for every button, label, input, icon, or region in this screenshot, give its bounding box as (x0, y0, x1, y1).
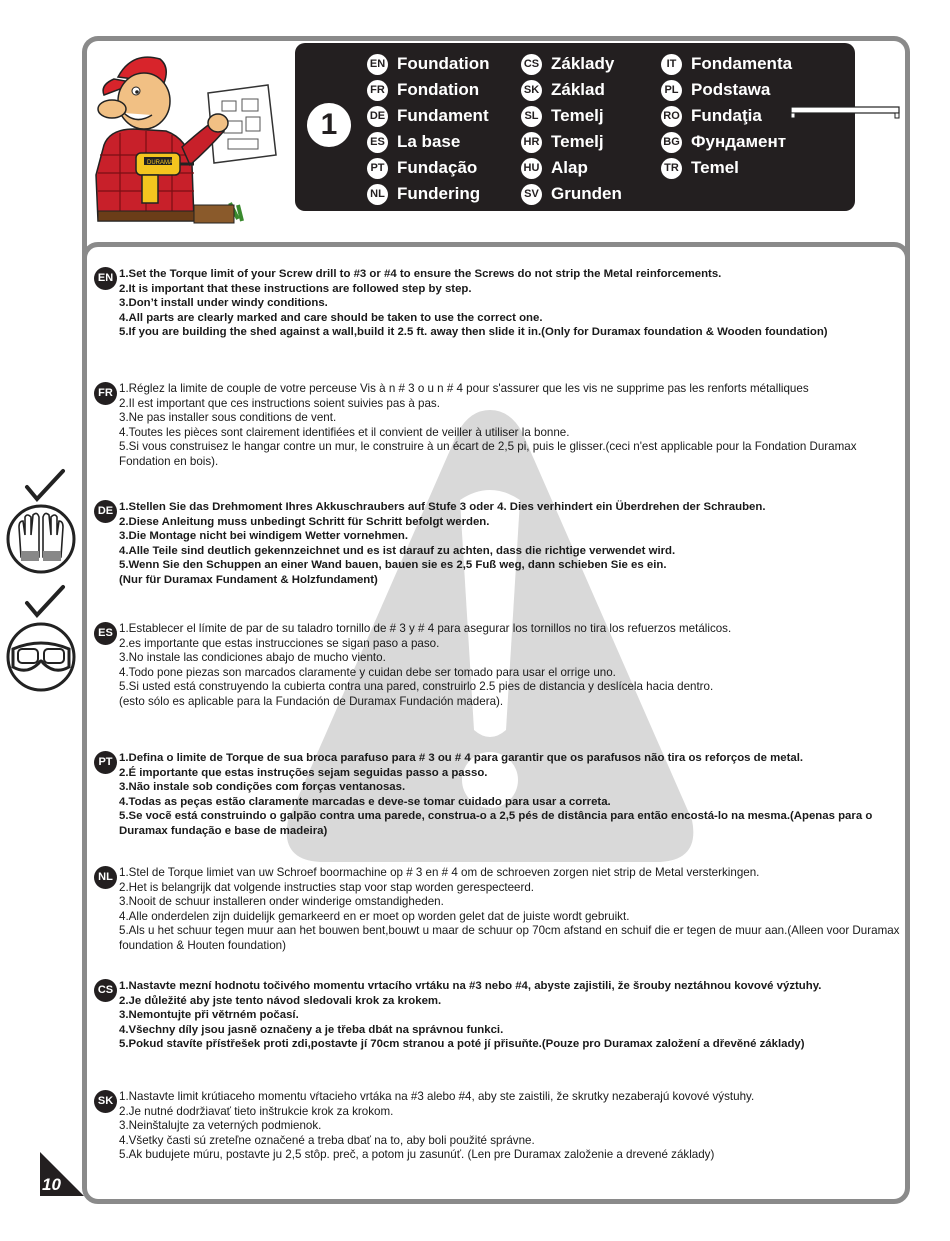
safety-icons (5, 465, 80, 700)
instruction-line: 5.Als u het schuur tegen muur aan het bouwen bent,bouwt u maar de schuur op 70cm afstand en schuif die er tegen de muur aan.(Alleen voor Duramax foundation & Houten foundation) (119, 924, 900, 952)
language-code-badge: PL (661, 80, 682, 101)
language-name: Alap (551, 158, 588, 177)
instruction-line: 1.Stel de Torque limiet van uw Schroef boormachine op # 3 en # 4 om de schroeven zorgen niet strip de Metal versterkingen. (119, 866, 760, 879)
instruction-line: 4.Alle Teile sind deutlich gekennzeichnet und es ist darauf zu achten, dass die richtige verwendet wird. (119, 544, 676, 557)
language-code-badge: FR (94, 382, 117, 405)
instruction-line: 2.Het is belangrijk dat volgende instructies stap voor stap worden gerespecteerd. (119, 880, 535, 894)
language-name: Fundaţia (691, 106, 762, 125)
language-code-badge: HU (521, 158, 542, 179)
language-column-3 (661, 51, 792, 181)
language-code-badge: SL (521, 106, 542, 127)
language-row (367, 129, 490, 155)
instruction-line: 3.Die Montage nicht bei windigem Wetter vornehmen. (119, 530, 409, 543)
language-row (367, 77, 490, 103)
instruction-line: (Nur für Duramax Fundament & Holzfundament) (119, 573, 378, 586)
language-row (367, 51, 490, 77)
step-number: 1 (307, 103, 351, 147)
instruction-line: 3.Não instale sob condições com forças ventanosas. (119, 781, 406, 794)
instructions-en (94, 267, 900, 340)
instruction-line: 4.Todo pone piezas son marcados claramente y cuidan debe ser tomado para usar el orrige uno. (119, 665, 616, 679)
language-code-badge: NL (367, 184, 388, 205)
instruction-line: 3.Nooit de schuur installeren onder winderige omstandigheden. (119, 895, 444, 909)
instruction-line: 2.Diese Anleitung muss unbedingt Schritt für Schritt befolgt werden. (119, 515, 490, 528)
language-name: Fondation (397, 80, 480, 99)
instruction-line: 3.Nemontujte při větrném počasí. (119, 1009, 299, 1022)
drill-brand-label: DURAMAX (147, 160, 178, 166)
language-code-badge: EN (367, 54, 388, 75)
language-code-badge: FR (367, 80, 388, 101)
language-code-badge: IT (661, 54, 682, 75)
language-code-badge: EN (94, 267, 117, 290)
instruction-line: 4.Všechny díly jsou jasně označeny a je třeba dbát na správnou funkci. (119, 1023, 504, 1036)
instruction-line: 1.Réglez la limite de couple de votre perceuse Vis à n # 3 o u n # 4 pour s'assurer que les vis ne supprime pas les renforts métalliques (119, 382, 809, 395)
instructions-cs (94, 979, 900, 1052)
language-row (661, 155, 792, 181)
instructions-pt (94, 751, 900, 839)
instruction-line: 2.es importante que estas instrucciones se sigan paso a paso. (119, 636, 440, 650)
instruction-line: 4.Todas as peças estão claramente marcadas e deve-se tomar cuidado para usar a correta. (119, 795, 611, 808)
language-name: Fundament (397, 106, 489, 125)
gloves-icon (8, 506, 74, 572)
instruction-line: 5.If you are building the shed against a wall,build it 2.5 ft. away then slide it in.(Only for Duramax foundation & Wooden foundation) (119, 326, 828, 339)
instruction-line: 5.Ak budujete múru, postavte ju 2,5 stôp. preč, a potom ju zasunúť. (Len pre Duramax založenie a drevené základy) (119, 1148, 715, 1162)
language-code-badge: RO (661, 106, 682, 127)
language-row (521, 155, 622, 181)
instruction-line: 5.Wenn Sie den Schuppen an einer Wand bauen, bauen sie es 2,5 Fuß weg, dann schieben Sie es ein. (119, 559, 667, 572)
instruction-line: 1.Nastavte limit krútiaceho momentu vŕtacieho vrtáka na #3 alebo #4, aby ste zaistili, že skrutky nezaberajú kovové výstuhy. (119, 1090, 755, 1103)
language-row (661, 129, 792, 155)
instructions-nl (94, 866, 900, 954)
language-column-2 (521, 51, 622, 207)
language-name: Foundation (397, 54, 490, 73)
language-code-badge: DE (94, 500, 117, 523)
checkmark-icon (27, 587, 63, 615)
instruction-line: 4.All parts are clearly marked and care should be taken to use the correct one. (119, 311, 543, 324)
language-row (521, 103, 622, 129)
language-code-badge: SK (521, 80, 542, 101)
language-name: Temel (691, 158, 739, 177)
language-code-badge: HR (521, 132, 542, 153)
language-code-badge: ES (94, 622, 117, 645)
language-row (521, 51, 622, 77)
language-code-badge: SK (94, 1090, 117, 1113)
language-name: Základ (551, 80, 605, 99)
language-code-badge: TR (661, 158, 682, 179)
language-code-badge: DE (367, 106, 388, 127)
language-name: Fundação (397, 158, 478, 177)
instruction-line: 5.Si usted está construyendo la cubierta contra una pared, construirlo 2.5 pies de distancia y deslícela hacia dentro. (119, 680, 714, 694)
metal-strip-icon (790, 105, 900, 119)
language-name: Podstawa (691, 80, 771, 99)
instructions-es (94, 622, 900, 710)
language-row (521, 181, 622, 207)
instruction-line: 2.Je nutné dodržiavať tieto inštrukcie krok za krokom. (119, 1104, 394, 1118)
safety-goggles-icon (8, 624, 74, 690)
language-name: Grunden (551, 184, 622, 203)
instruction-line: 2.Il est important que ces instructions soient suivies pas à pas. (119, 396, 440, 410)
instruction-line: 5.Si vous construisez le hangar contre un mur, le construire à un écart de 2,5 pi, puis le glisser.(ceci n'est applicable pour la Fondation Duramax Fondation en bois). (119, 440, 857, 468)
language-code-badge: SV (521, 184, 542, 205)
instructions-fr (94, 382, 900, 470)
instruction-line: 3.Ne pas installer sous conditions de vent. (119, 411, 337, 425)
language-code-badge: CS (94, 979, 117, 1002)
instruction-line: 3.Don’t install under windy conditions. (119, 297, 328, 310)
instruction-line: 4.Toutes les pièces sont clairement identifiées et il convient de veiller à utiliser la bonne. (119, 425, 570, 439)
language-code-badge: PT (94, 751, 117, 774)
language-name: Fondamenta (691, 54, 793, 73)
language-name: Fundering (397, 184, 481, 203)
instruction-line: 1.Stellen Sie das Drehmoment Ihres Akkuschraubers auf Stufe 3 oder 4. Dies verhindert ein Überdrehen der Schrauben. (119, 501, 766, 513)
instruction-line: (esto sólo es aplicable para la Fundación de Duramax Fundación madera). (119, 694, 504, 708)
instruction-line: 4.Všetky časti sú zreteľne označené a treba dbať na to, aby boli použité správne. (119, 1133, 535, 1147)
instructions-de (94, 500, 900, 588)
worker-with-drill-illustration (90, 45, 280, 235)
instruction-line: 4.Alle onderdelen zijn duidelijk gemarkeerd en er moet op worden gelet dat de juiste wordt gebruikt. (119, 909, 630, 923)
language-code-badge: PT (367, 158, 388, 179)
instruction-line: 1.Set the Torque limit of your Screw drill to #3 or #4 to ensure the Screws do not strip the Metal reinforcements. (119, 268, 722, 280)
language-code-badge: BG (661, 132, 682, 153)
language-row (521, 129, 622, 155)
language-row (367, 155, 490, 181)
language-code-badge: CS (521, 54, 542, 75)
instruction-line: 5.Se vocẽ está construindo o galpão contra uma parede, construa-o a 2,5 pés de distância para então encostá-lo na mesma.(Apenas para o Duramax fundação e base de madeira) (119, 810, 873, 837)
language-name: La base (397, 132, 461, 151)
language-row (521, 77, 622, 103)
checkmark-icon (27, 471, 63, 499)
language-name: Фундамент (691, 132, 787, 151)
instruction-line: 3.Neinštalujte za veterných podmienok. (119, 1119, 322, 1133)
instruction-line: 2.É importante que estas instruções sejam seguidas passo a passo. (119, 766, 488, 779)
language-name: Základy (551, 54, 615, 73)
instruction-line: 2.It is important that these instructions are followed step by step. (119, 282, 472, 295)
instruction-line: 1.Nastavte mezní hodnotu točivého momentu vrtacího vrtáku na #3 nebo #4, abyste zajistili, že šrouby neztáhnou kovové výztuhy. (119, 980, 822, 992)
language-row (661, 103, 792, 129)
language-column-1 (367, 51, 490, 207)
language-row (367, 103, 490, 129)
language-name: Temelj (551, 132, 604, 151)
page-number: 10 (42, 1175, 61, 1194)
language-row (367, 181, 490, 207)
step-title-box (295, 43, 855, 211)
instruction-line: 1.Establecer el límite de par de su taladro tornillo de # 3 y # 4 para asegurar los tornillos no tira los refuerzos metálicos. (119, 622, 732, 635)
language-code-badge: ES (367, 132, 388, 153)
language-code-badge: NL (94, 866, 117, 889)
instruction-line: 2.Je důležité aby jste tento návod sledovali krok za krokem. (119, 994, 442, 1007)
instruction-line: 5.Pokud stavíte přístřešek proti zdi,postavte jí 70cm stranou a poté jí přisuňte.(Pouze pro Duramax založení a dřevěné základy) (119, 1038, 805, 1051)
language-row (661, 77, 792, 103)
instruction-line: 1.Defina o limite de Torque de sua broca parafuso para # 3 ou # 4 para garantir que os parafusos não tira os reforços de metal. (119, 752, 804, 764)
instruction-line: 3.No instale las condiciones abajo de mucho viento. (119, 651, 386, 665)
language-row (661, 51, 792, 77)
instructions-sk (94, 1090, 900, 1163)
language-name: Temelj (551, 106, 604, 125)
